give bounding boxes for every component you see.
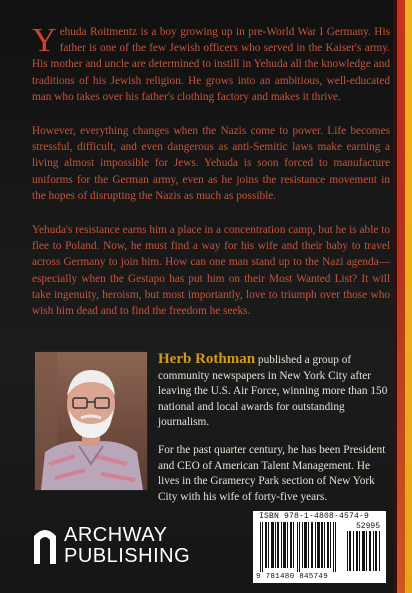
publisher-logo [34,522,194,566]
author-bio-paragraph-1 [158,352,392,431]
spine-stripe-red [397,0,405,593]
blurb-paragraph-3: Yehuda's resistance earns him a place in a concentration camp, but he is able to flee to Poland. Now, he must find a way for his wife and their baby to travel across Germany to join him. How can one man stand up to the Nazi agenda—especially when the Gestapo has put him on their Most Wanted List? It will take ingenuity, heroism, but most importantly, love to triumph over those who wish him dead and to find the freedom he seeks. [32,224,390,318]
isbn-barcode [253,511,386,583]
drop-cap: Y [32,22,57,59]
book-blurb [32,24,390,337]
blurb-paragraph-1-text: ehuda Roitmentz is a boy growing up in pre-World War I Germany. His father is one of the few Jewish officers who served in the Kaiser's army. His mother and uncle are determined to instill in Yehuda all the knowledge and traditions of his Jewish religion. He grows into an ambitious, well-educated man who takes over his father's clothing factory and makes it thrive. [32,26,390,103]
blurb-paragraph-2: However, everything changes when the Nazis come to power. Life becomes stressful, difficult, and even dangerous as anti-Semitic laws make earning a living almost impossible for Jews. Yehuda is soon forced to manufacture uniforms for the German army, even as he joins the resistance movement in the hopes of disrupting the Nazis as much as possible. [32,125,390,202]
isbn-number: ISBN 978-1-4808-4574-9 [259,512,370,521]
author-bio-paragraph-1-text: published a group of community newspapers in New York City after leaving the U.S. Air Force, winning more than 150 national and local awards for outstanding journalism. [158,354,388,429]
author-bio-paragraph-2: For the past quarter century, he has been President and CEO of American Talent Management. He lives in the Gramercy Park section of New York City with his wife of forty-five years. [158,443,386,503]
blurb-paragraph-1 [32,24,390,105]
price-code: 52995 [355,522,380,531]
author-name: Herb Rothman [158,351,256,367]
author-photo-image [35,352,147,490]
barcode-bars-addon [347,531,381,571]
author-photo [34,351,148,491]
spine-stripe-yellow [405,0,412,593]
barcode-digits: 9 781480 845749 [256,573,329,581]
publisher-name-line-2: PUBLISHING [64,545,191,567]
publisher-name-line-1: ARCHWAY [64,524,168,546]
archway-arch-icon [34,526,56,564]
author-bio [158,352,392,517]
barcode-bars-main [260,522,338,572]
